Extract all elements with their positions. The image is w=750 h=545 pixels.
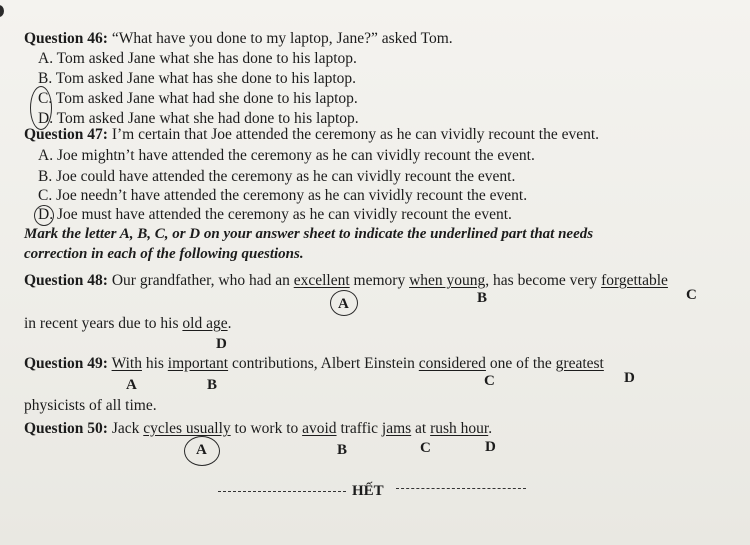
text-segment: .: [227, 315, 232, 332]
text-segment: traffic: [336, 420, 382, 437]
answer-circle-50: [184, 436, 220, 466]
text-segment: Question 47:: [24, 126, 108, 143]
answer-circle-47: [34, 205, 54, 226]
instructions-line-1: Mark the letter A, B, C, or D on your answer sheet to indicate the underlined part that needs: [24, 226, 594, 242]
letter-d: D: [624, 370, 635, 386]
letter-d: D: [485, 439, 496, 455]
text-segment: A. Tom asked Jane what she has done to his laptop.: [38, 50, 357, 67]
text-segment: D. Tom asked Jane what she had done to his laptop.: [38, 110, 359, 127]
text-segment: to work to: [230, 420, 303, 437]
footer-end-label: HẾT: [352, 483, 384, 499]
letter-b: B: [477, 290, 488, 306]
letter-d: D: [216, 336, 227, 352]
text-segment: .: [488, 420, 493, 437]
text-segment: , has become very: [485, 272, 602, 289]
question-49-cont: physicists of all time.: [24, 397, 157, 414]
text-segment: Question 49:: [24, 355, 108, 372]
text-segment: A. Joe mightn’t have attended the ceremony as he can vividly recount the event.: [38, 147, 535, 164]
letter-a: A: [126, 377, 137, 393]
question-48: [24, 272, 668, 290]
bullet-mark: [0, 5, 4, 17]
option-46-a: [38, 50, 357, 68]
text-segment: memory: [349, 272, 410, 289]
text-segment: Our grandfather, who had an: [111, 272, 294, 289]
question-46: [24, 30, 453, 48]
text-segment: Question 48:: [24, 272, 108, 289]
option-47-b: [38, 168, 515, 186]
letter-c: C: [420, 440, 431, 456]
letter-b: B: [207, 377, 218, 393]
underlined-a: cycles usually: [143, 420, 231, 437]
text-segment: D. Joe must have attended the ceremony as he can vividly recount the event.: [38, 206, 512, 223]
text-segment: contributions, Albert Einstein: [228, 355, 419, 372]
underlined-d: rush hour: [430, 420, 489, 437]
text-segment: B. Joe could have attended the ceremony as he can vividly recount the event.: [38, 168, 516, 185]
text-segment: C. Tom asked Jane what had she done to his laptop.: [38, 90, 358, 107]
question-text: “What have you done to my laptop, Jane?” asked Tom.: [111, 30, 453, 47]
text-segment: I’m certain that Joe attended the ceremony as he can vividly recount the event.: [111, 126, 600, 143]
underlined-b: important: [167, 355, 229, 372]
text-segment: Jack: [111, 420, 144, 437]
underlined-d: greatest: [555, 355, 604, 372]
underlined-a: With: [111, 355, 142, 372]
text-segment: in recent years due to his: [24, 315, 183, 332]
option-47-d: [38, 206, 512, 224]
underlined-d: old age: [182, 315, 228, 332]
underlined-b: when young: [409, 272, 486, 289]
text-segment: Question 50:: [24, 420, 108, 437]
option-47-c: [38, 187, 527, 205]
underlined-c: forgettable: [601, 272, 668, 289]
underlined-c: considered: [418, 355, 486, 372]
text-segment: his: [141, 355, 168, 372]
instructions-line-2: correction in each of the following questions.: [24, 246, 304, 262]
letter-c: C: [484, 373, 495, 389]
text-segment: at: [411, 420, 431, 437]
question-47: [24, 126, 599, 144]
answer-circle-48: [330, 290, 358, 316]
footer-divider-right: [396, 488, 526, 489]
option-46-c: [38, 90, 358, 108]
underlined-a: excellent: [293, 272, 350, 289]
question-48-cont: [24, 315, 231, 333]
letter-b: B: [337, 442, 348, 458]
letter-a: A: [196, 442, 207, 458]
underlined-b: avoid: [302, 420, 337, 437]
text-segment: one of the: [485, 355, 556, 372]
question-50: [24, 420, 492, 438]
question-49: [24, 355, 604, 373]
letter-a: A: [338, 296, 349, 312]
underlined-c: jams: [381, 420, 412, 437]
letter-c: C: [686, 287, 697, 303]
answer-circle-46: [30, 86, 52, 130]
footer-divider-left: [218, 491, 346, 492]
text-segment: B. Tom asked Jane what has she done to his laptop.: [38, 70, 357, 87]
text-segment: C. Joe needn’t have attended the ceremony as he can vividly recount the event.: [38, 187, 528, 204]
question-label: Question 46:: [24, 30, 108, 47]
option-47-a: [38, 147, 535, 165]
option-46-b: [38, 70, 356, 88]
